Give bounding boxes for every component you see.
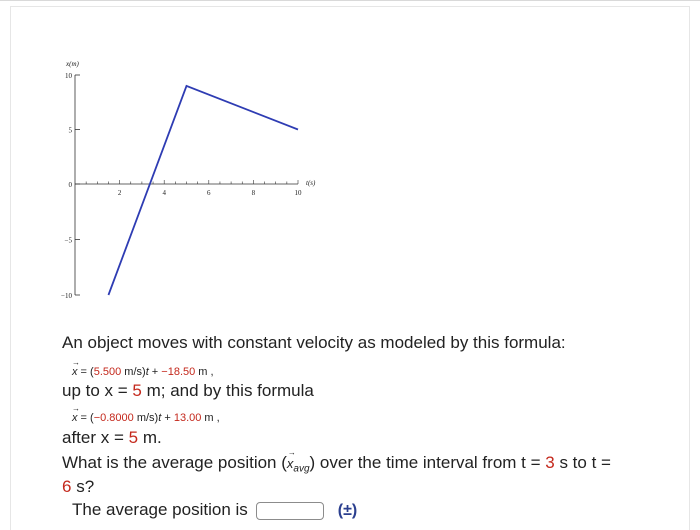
answer-label: The average position is xyxy=(72,500,248,519)
x-tick-label: 8 xyxy=(251,189,256,197)
question-text-2: 6 s? xyxy=(62,477,95,496)
velocity-1: 5.500 xyxy=(93,366,122,378)
y-tick-label: −10 xyxy=(61,292,72,300)
t1-value: 3 xyxy=(545,453,555,472)
t2-value: 6 xyxy=(62,477,72,496)
answer-row xyxy=(72,500,357,520)
x-axis-label: t(s) xyxy=(306,179,316,187)
y-tick-label: 10 xyxy=(65,72,72,80)
xavg-symbol: → $x_{avg}$ xyxy=(286,448,310,475)
y-tick-label: 5 xyxy=(68,126,72,135)
series xyxy=(108,86,298,295)
y-axis-label: x(m) xyxy=(66,60,79,68)
y-tick-label: 0 xyxy=(68,181,72,189)
velocity-2: −0.8000 xyxy=(93,412,134,424)
formula-1: → x = (5.500 m/s)t + −18.50 m , xyxy=(72,358,214,378)
x-tick-label: 2 xyxy=(117,189,122,197)
formula-2: → x = (−0.8000 m/s)t + 13.00 m , xyxy=(72,404,220,424)
x-vector: → x xyxy=(72,358,80,378)
intro-text: An object moves with constant velocity as modeled by this formula: xyxy=(62,333,566,352)
x-tick-label: 10 xyxy=(294,189,302,197)
after-text: after x = 5 m. xyxy=(62,428,162,447)
question-text: What is the average position ( → $x_{avg}$) over the time interval from t = 3 s to t = xyxy=(62,448,611,475)
x-tick-label: 6 xyxy=(207,189,211,197)
upto-value: 5 xyxy=(132,381,142,400)
plus-minus-button[interactable]: (±) xyxy=(337,502,358,519)
upto-text: up to x = 5 m; and by this formula xyxy=(62,381,314,400)
x-vector: → x xyxy=(72,404,80,424)
ticks xyxy=(61,72,302,300)
intercept-1: −18.50 xyxy=(161,366,196,378)
intercept-2: 13.00 xyxy=(173,412,202,424)
answer-input[interactable] xyxy=(256,502,324,520)
after-value: 5 xyxy=(128,428,139,447)
position-line xyxy=(108,86,298,295)
axes xyxy=(75,75,298,295)
x-tick-label: 4 xyxy=(162,189,166,197)
y-tick-label: −5 xyxy=(64,236,72,245)
